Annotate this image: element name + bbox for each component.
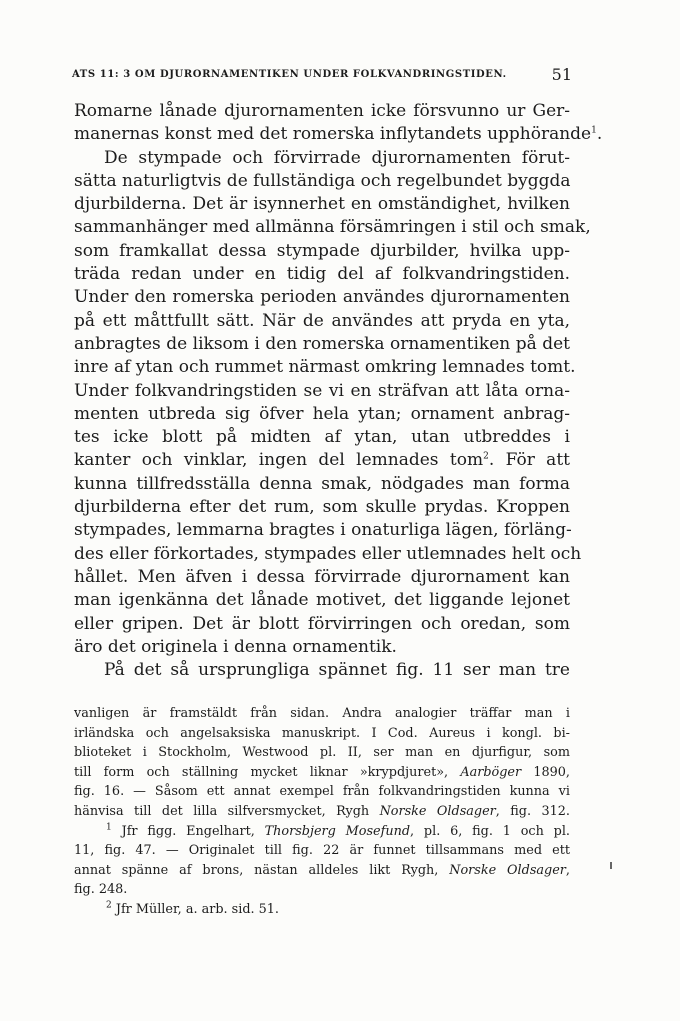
text-line: anbragtes de liksom i den romerska ornamentiken på det <box>74 333 570 354</box>
text-line: kanter och vinklar, ingen del lemnades tom$^2$. För att <box>74 450 570 471</box>
text-line: kunna tillfredsställa denna smak, nödgades man forma <box>74 473 570 494</box>
footnote-line: annat spänne af brons, nästan alldeles likt Rygh, Norske Oldsager, <box>74 862 570 878</box>
text-line: man igenkänna det lånade motivet, det liggande lejonet <box>74 590 570 611</box>
text-line: sammanhänger med allmänna försämringen i stil och smak, <box>74 217 591 238</box>
main-text <box>74 100 603 682</box>
footnote-ref: 1 <box>591 125 597 136</box>
text-line: stympades, lemmarna bragtes i onaturliga lägen, förläng- <box>74 520 572 541</box>
text-line: på ett måttfullt sätt. När de användes att pryda en yta, <box>74 310 570 331</box>
footnote-line: $^1$ Jfr figg. Engelhart, Thorsbjerg Mosefund, pl. 6, fig. 1 och pl. <box>106 822 570 839</box>
text-line: träda redan under en tidig del af folkvandringstiden. <box>74 264 570 285</box>
text-line: Romarne lånade djurornamenten icke försvunno ur Ger- <box>74 101 570 121</box>
footnote-line: hänvisa till det lilla silfversmycket, Rygh Norske Oldsager, fig. 312. <box>74 803 570 819</box>
footnote-line: fig. 248. <box>74 882 128 898</box>
text-line: Under folkvandringstiden se vi en sträfvan att låta orna- <box>74 380 570 401</box>
footnote-line: fig. 16. — Såsom ett annat exempel från folkvandringstiden kunna vi <box>74 784 570 800</box>
text-line: sätta naturligtvis de fullständiga och regelbundet byggda <box>74 170 571 191</box>
text-line: djurbilderna. Det är isynnerhet en omständighet, hvilken <box>74 194 570 215</box>
text-line: hållet. Men äfven i dessa förvirrade djurornament kan <box>74 566 570 587</box>
book-title: Norske Oldsager <box>449 862 566 878</box>
text-line: äro det originela i denna ornamentik. <box>74 636 397 657</box>
footnotes <box>74 704 570 920</box>
text-line: som framkallat dessa stympade djurbilder, hvilka upp- <box>74 240 570 261</box>
text-line: Under den romerska perioden användes djurornamenten <box>74 287 570 308</box>
text-line: På det så ursprungliga spännet fig. 11 ser man tre <box>104 660 570 681</box>
text-line: manernas konst med det romerska inflytandets upphörande$^1$. <box>74 124 603 145</box>
running-head: ATS 11: 3 OM DJURORNAMENTIKEN UNDER FOLKVANDRINGSTIDEN. <box>72 69 507 80</box>
book-title: Thorsbjerg Mosefund <box>264 823 411 839</box>
journal-title: Aarböger <box>460 764 522 780</box>
text-line: menten utbreda sig öfver hela ytan; ornament anbrag- <box>74 403 570 424</box>
footnote-line: $^2$ Jfr Müller, a. arb. sid. 51. <box>106 900 279 917</box>
text-line: inre af ytan och rummet närmast omkring lemnades tomt. <box>74 357 576 378</box>
footnote-mark: 1 <box>106 822 112 833</box>
page-header <box>72 65 572 89</box>
text-line: tes icke blott på midten af ytan, utan utbreddes i <box>74 427 570 448</box>
footnote-line: 11, fig. 47. — Originalet till fig. 22 är funnet tillsammans med ett <box>74 843 570 859</box>
text-line: des eller förkortades, stympades eller utlemnades helt och <box>74 543 582 564</box>
text-line: djurbilderna efter det rum, som skulle prydas. Kroppen <box>74 497 570 518</box>
page-number: 51 <box>551 65 572 84</box>
footnote-ref: 2 <box>483 451 489 462</box>
footnote-line: blioteket i Stockholm, Westwood pl. II, ser man en djurfigur, som <box>74 745 570 761</box>
text-line: De stympade och förvirrade djurornamenten förut- <box>104 147 570 168</box>
footnote-line: vanligen är framstäldt från sidan. Andra analogier träffar man i <box>74 706 570 721</box>
text-line: eller gripen. Det är blott förvirringen och oredan, som <box>74 613 570 634</box>
footnote-line: till form och ställning mycket liknar »krypdjuret», Aarböger 1890, <box>74 764 570 780</box>
book-title: Norske Oldsager <box>379 803 496 819</box>
print-speck <box>610 862 612 869</box>
footnote-mark: 2 <box>106 900 112 911</box>
footnote-line: irländska och angelsaksiska manuskript. I Cod. Aureus i kongl. bi- <box>74 725 570 741</box>
